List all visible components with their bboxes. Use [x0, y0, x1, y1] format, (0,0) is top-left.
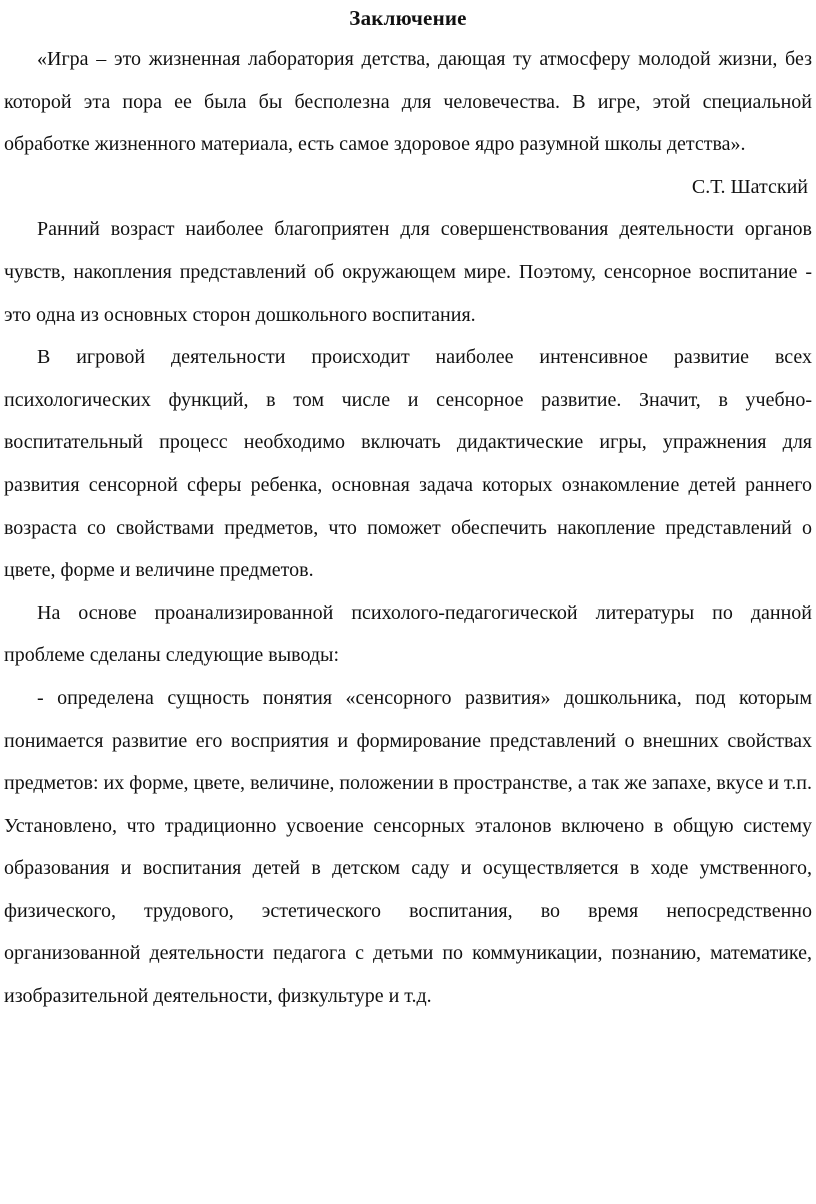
- paragraph-play-activity: В игровой деятельности происходит наиболее интенсивное развитие всех психологических функций, в том числе и сенсорное развитие. Значит, в учебно-воспитательный процесс необходимо включать дидактические игры, упражнения для развития сенсорной сферы ребенка, основная задача которых ознакомление детей раннего возраста со свойствами предметов, что поможет обеспечить накопление представлений о цвете, форме и величине предметов.: [4, 346, 812, 582]
- epigraph-author: С.Т. Шатский: [691, 175, 808, 198]
- page-title: Заключение: [349, 6, 467, 30]
- paragraph-conclusions-intro: На основе проанализированной психолого-педагогической литературы по данной проблеме сделаны следующие выводы:: [4, 601, 812, 667]
- epigraph-quote: «Игра – это жизненная лаборатория детства, дающая ту атмосферу молодой жизни, без которой эта пора ее была бы бесполезна для человечества. В игре, этой специальной обработке жизненного материала, есть самое здоровое ядро разумной школы детства».: [4, 48, 812, 156]
- paragraph-early-age: Ранний возраст наиболее благоприятен для совершенствования деятельности органов чувств, накопления представлений об окружающем мире. Поэтому, сенсорное воспитание - это одна из основных сторон дошкольного воспитания.: [4, 218, 812, 326]
- paragraph-sensory-definition: - определена сущность понятия «сенсорного развития» дошкольника, под которым понимается развитие его восприятия и формирование представлений о внешних свойствах предметов: их форме, цвете, величине, положении в пространстве, а так же запахе, вкусе и т.п. Установлено, что традиционно усвоение сенсорных эталонов включено в общую систему образования и воспитания детей в детском саду и осуществляется в ходе умственного, физического, трудового, эстетического воспитания, во время непосредственно организованной деятельности педагога с детьми по коммуникации, познанию, математике, изобразительной деятельности, физкультуре и т.д.: [4, 686, 812, 1008]
